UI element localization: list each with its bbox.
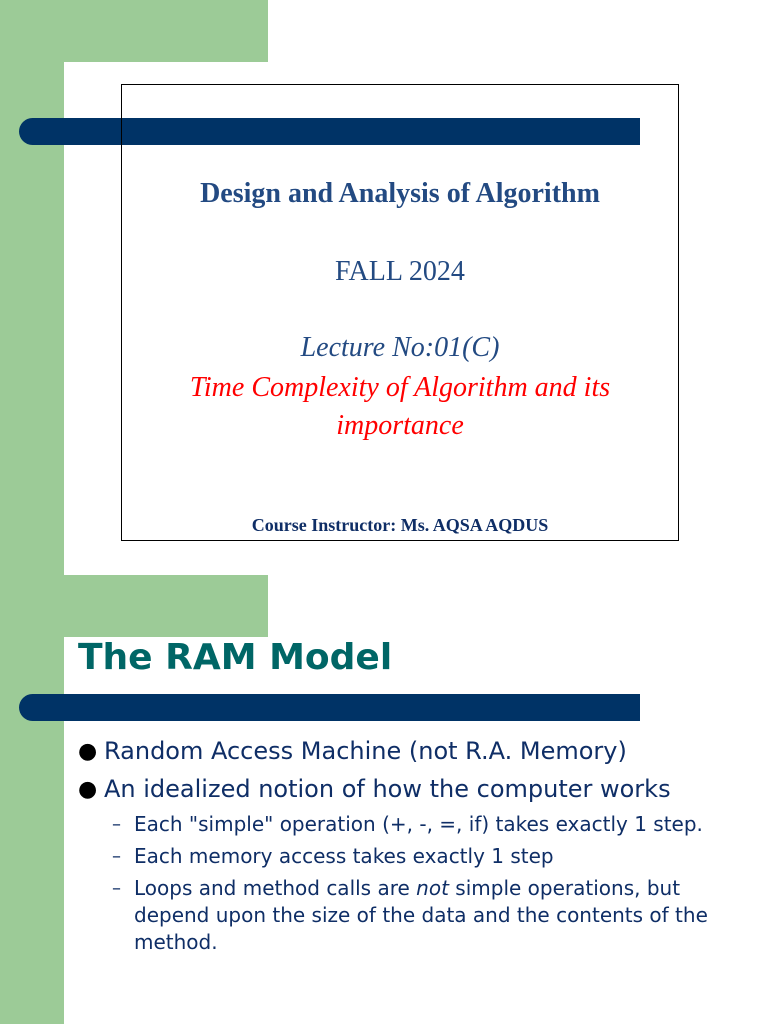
sub-bullet-text-before: Loops and method calls are (134, 876, 417, 900)
bullet-item (78, 773, 718, 805)
sub-bullet-item (78, 843, 718, 870)
bullet-dot-icon: ● (78, 777, 98, 802)
lecture-topic: Time Complexity of Algorithm and its importance (189, 372, 611, 441)
blue-header-bar (19, 694, 640, 721)
sub-bullet-text-after: simple operations, but depend upon the size of the data and the contents of the method. (134, 876, 708, 954)
course-instructor: Course Instructor: Ms. AQSA AQDUS (251, 515, 549, 535)
dash-icon: – (112, 878, 121, 899)
sub-bullet-text: Each memory access takes exactly 1 step (134, 844, 554, 868)
title-box-border (121, 84, 679, 541)
term-label: FALL 2024 (335, 256, 465, 287)
sub-bullet-emphasis: not (416, 876, 449, 900)
bullet-text: An idealized notion of how the computer works (104, 775, 671, 803)
bullet-list (78, 735, 718, 961)
bullet-text: Random Access Machine (not R.A. Memory) (104, 737, 627, 765)
dash-icon: – (112, 814, 121, 835)
green-accent-side (0, 0, 64, 575)
sub-bullet-item (78, 875, 718, 956)
bullet-dot-icon: ● (78, 739, 98, 764)
ram-model-slide (0, 575, 768, 1024)
lecture-number: Lecture No:01(C) (300, 332, 500, 363)
slide-title: The RAM Model (78, 637, 393, 678)
sub-bullet-text: Each "simple" operation (+, -, =, if) takes exactly 1 step. (134, 812, 703, 836)
green-accent-side (0, 575, 64, 1024)
dash-icon: – (112, 846, 121, 867)
sub-bullet-item (78, 811, 718, 838)
bullet-item (78, 735, 718, 767)
course-title: Design and Analysis of Algorithm (200, 178, 600, 209)
